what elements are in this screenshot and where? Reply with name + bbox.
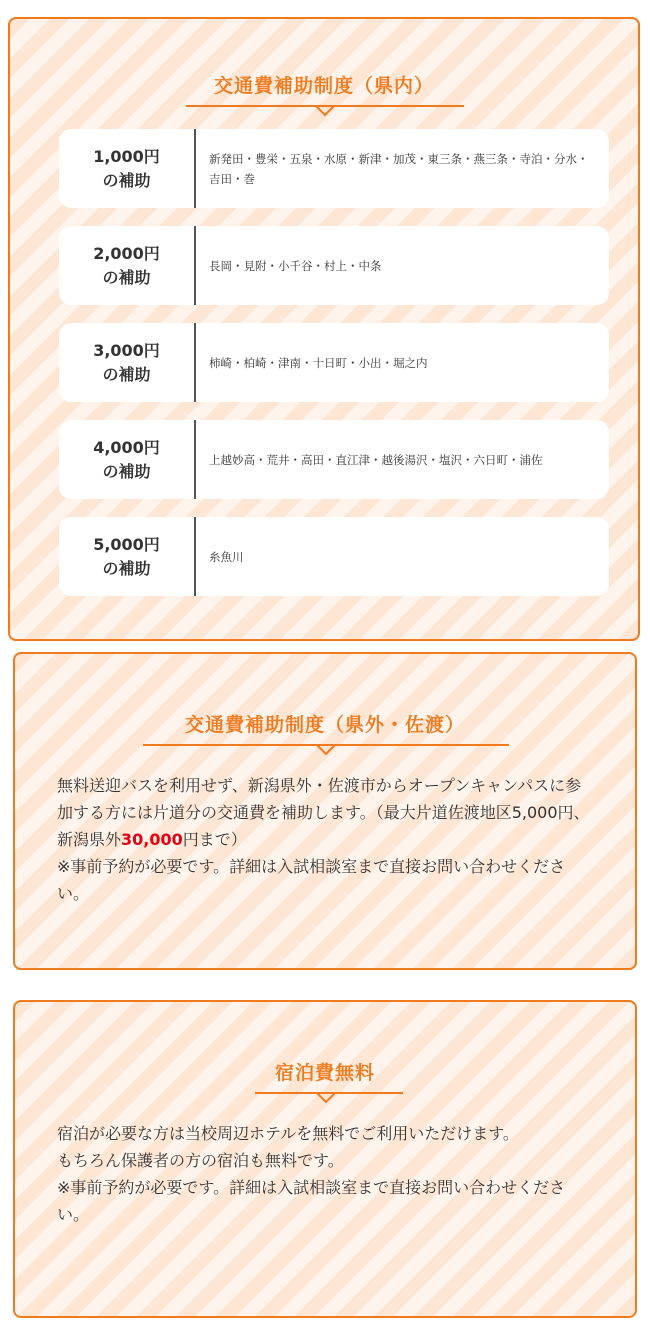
subsidy-row — [59, 323, 609, 402]
subsidy-row — [59, 517, 609, 596]
row-divider — [194, 323, 196, 402]
subsidy-row — [59, 226, 609, 305]
amount-suffix: の補助 — [102, 267, 151, 287]
amount-suffix: の補助 — [102, 461, 151, 481]
description-text-end: 円まで） — [182, 830, 247, 849]
row-divider — [194, 420, 196, 499]
subsidy-amount — [59, 517, 194, 596]
chevron-down-icon — [314, 105, 336, 117]
area-list: 柿崎・柏崎・津南・十日町・小出・堀之内 — [209, 355, 428, 370]
row-divider — [194, 129, 196, 208]
area-list: 糸魚川 — [209, 549, 244, 564]
amount-value: 3,000円 — [93, 340, 160, 360]
subsidy-amount — [59, 323, 194, 402]
amount-value: 2,000円 — [93, 243, 160, 263]
subsidy-amount — [59, 226, 194, 305]
area-list: 長岡・見附・小千谷・村上・中条 — [209, 258, 382, 273]
section-body — [57, 1120, 597, 1228]
amount-value: 4,000円 — [93, 437, 160, 457]
section-title: 宿泊費無料 — [274, 1062, 375, 1084]
subsidy-description — [57, 772, 597, 853]
lodging-description: 宿泊が必要な方は当校周辺ホテルを無料でご利用いただけます。 — [57, 1124, 519, 1143]
subsidy-panel-out-of-prefecture — [13, 652, 637, 970]
guardian-note: もちろん保護者の方の宿泊も無料です。 — [57, 1151, 344, 1170]
chevron-down-icon — [315, 1092, 337, 1104]
amount-value: 1,000円 — [93, 146, 160, 166]
amount-value: 5,000円 — [93, 534, 160, 554]
row-divider — [194, 226, 196, 305]
description-text: 無料送迎バスを利用せず、新潟県外・佐渡市からオープンキャンパスに参加する方には片道分の交通費を補助します。（最大片道佐渡地区5,000円、新潟県外 — [57, 776, 590, 849]
section-title: 交通費補助制度（県外・佐渡） — [184, 714, 465, 736]
subsidy-amount — [59, 129, 194, 208]
row-divider — [194, 517, 196, 596]
amount-suffix: の補助 — [102, 558, 151, 578]
subsidy-panel-in-prefecture — [8, 17, 640, 641]
section-title: 交通費補助制度（県内） — [213, 75, 434, 97]
subsidy-row — [59, 420, 609, 499]
subsidy-amount — [59, 420, 194, 499]
lodging-panel — [13, 1000, 637, 1318]
reservation-note: ※事前予約が必要です。詳細は入試相談室まで直接お問い合わせください。 — [57, 857, 566, 903]
chevron-down-icon — [315, 744, 337, 756]
amount-suffix: の補助 — [102, 170, 151, 190]
section-body — [57, 772, 597, 907]
amount-suffix: の補助 — [102, 364, 151, 384]
subsidy-row — [59, 129, 609, 208]
max-amount-highlight: 30,000 — [121, 830, 183, 849]
area-list: 新発田・豊栄・五泉・水原・新津・加茂・東三条・燕三条・寺泊・分水・吉田・巻 — [209, 151, 589, 186]
reservation-note: ※事前予約が必要です。詳細は入試相談室まで直接お問い合わせください。 — [57, 1178, 566, 1224]
area-list: 上越妙高・荒井・高田・直江津・越後湯沢・塩沢・六日町・浦佐 — [209, 452, 543, 467]
